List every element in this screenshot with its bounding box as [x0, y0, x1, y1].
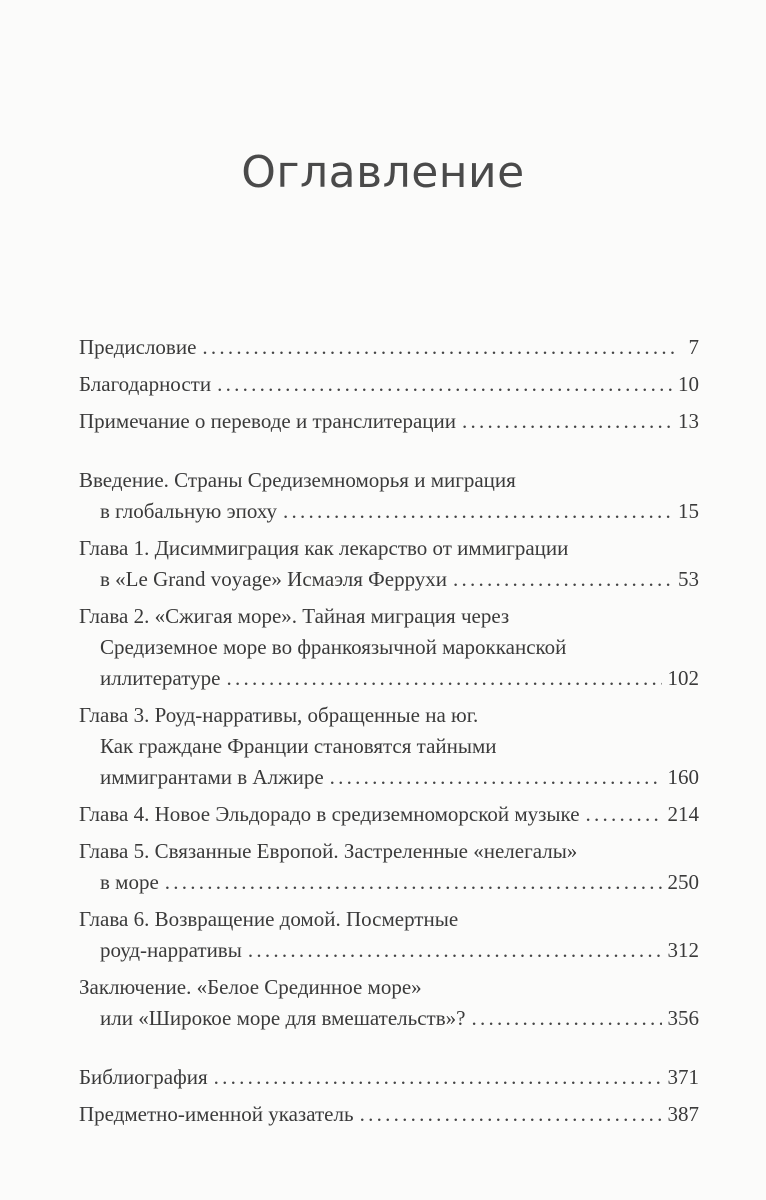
- toc-entry-title: Глава 1. Дисиммиграция как лекарство от иммиграции: [79, 536, 569, 560]
- toc-entry-title: Предисловие: [79, 335, 197, 359]
- dot-leader: [165, 867, 662, 898]
- toc-entry-title: Средиземное море во франкоязычной марокканской: [100, 635, 567, 659]
- toc-entry-title: Библиография: [79, 1065, 208, 1089]
- dot-leader: [462, 406, 672, 437]
- dot-leader: [214, 1062, 662, 1093]
- toc-entry-title: Благодарности: [79, 372, 212, 396]
- page-title: Оглавление: [241, 147, 525, 199]
- toc-entry-line: [79, 1062, 699, 1093]
- toc-entry-title: Как граждане Франции становятся тайными: [100, 734, 497, 758]
- dot-leader: [330, 762, 662, 793]
- page-number: 214: [667, 802, 699, 826]
- page-number: 13: [678, 409, 699, 433]
- toc-entry-line: [79, 533, 699, 564]
- toc-entry-title: Примечание о переводе и транслитерации: [79, 409, 457, 433]
- toc-entry-title: Введение. Страны Средиземноморья и миграция: [79, 468, 516, 492]
- page-number: 356: [667, 1006, 699, 1030]
- page-number: 53: [678, 567, 699, 591]
- toc-entry-title: Глава 5. Связанные Европой. Застреленные «нелегалы»: [79, 839, 578, 863]
- toc-entry-title: Глава 4. Новое Эльдорадо в средиземноморской музыке: [79, 802, 580, 826]
- toc-entry[interactable]: [79, 1099, 699, 1130]
- toc-entry[interactable]: [79, 406, 699, 437]
- toc-entry-line: [79, 1099, 699, 1130]
- dot-leader: [248, 935, 662, 966]
- dot-leader: [202, 332, 679, 363]
- toc-entry[interactable]: [79, 369, 699, 400]
- toc-entry-line: [79, 564, 699, 595]
- toc-entry-title: в море: [100, 870, 159, 894]
- toc-entry-line: [79, 632, 699, 663]
- toc-entry-line: [79, 700, 699, 731]
- page-number: 102: [667, 666, 699, 690]
- toc-entry-line: [79, 972, 699, 1003]
- toc-entry[interactable]: [79, 836, 699, 898]
- page-number: 160: [667, 765, 699, 789]
- toc-entry-title: Заключение. «Белое Срединное море»: [79, 975, 422, 999]
- toc-entry[interactable]: [79, 700, 699, 793]
- dot-leader: [360, 1099, 662, 1130]
- toc-entry-line: [79, 867, 699, 898]
- table-of-contents: [79, 332, 699, 1158]
- toc-entry-line: [79, 663, 699, 694]
- toc-entry-title: иммигрантами в Алжире: [100, 765, 324, 789]
- page-number: 15: [678, 499, 699, 523]
- toc-entry-line: [79, 496, 699, 527]
- toc-entry-title: Предметно-именной указатель: [79, 1102, 354, 1126]
- toc-entry-title: в «Le Grand voyage» Исмаэля Феррухи: [100, 567, 448, 591]
- toc-entry[interactable]: [79, 465, 699, 527]
- toc-entry-line: [79, 369, 699, 400]
- toc-section: [79, 465, 699, 1034]
- dot-leader: [453, 564, 672, 595]
- toc-entry-title: роуд-нарративы: [100, 938, 242, 962]
- page-number: 7: [688, 335, 699, 359]
- toc-entry-line: [79, 465, 699, 496]
- toc-entry-line: [79, 935, 699, 966]
- toc-entry-title: Глава 3. Роуд-нарративы, обращенные на юг.: [79, 703, 479, 727]
- page-number: 10: [678, 372, 699, 396]
- toc-entry-line: [79, 904, 699, 935]
- toc-entry-line: [79, 1003, 699, 1034]
- page-number: 312: [667, 938, 699, 962]
- toc-section: [79, 1062, 699, 1130]
- toc-entry-line: [79, 836, 699, 867]
- toc-entry-line: [79, 332, 699, 363]
- page-number: 250: [667, 870, 699, 894]
- dot-leader: [283, 496, 672, 527]
- toc-entry-title: Глава 6. Возвращение домой. Посмертные: [79, 907, 459, 931]
- dot-leader: [471, 1003, 661, 1034]
- toc-entry[interactable]: [79, 601, 699, 694]
- toc-entry-line: [79, 731, 699, 762]
- toc-entry[interactable]: [79, 1062, 699, 1093]
- toc-entry[interactable]: [79, 332, 699, 363]
- toc-entry-title: в глобальную эпоху: [100, 499, 278, 523]
- toc-entry[interactable]: [79, 799, 699, 830]
- page-number: 371: [667, 1065, 699, 1089]
- toc-entry[interactable]: [79, 972, 699, 1034]
- toc-entry-line: [79, 762, 699, 793]
- toc-entry-line: [79, 799, 699, 830]
- dot-leader: [226, 663, 661, 694]
- toc-entry-title: или «Широкое море для вмешательств»?: [100, 1006, 466, 1030]
- dot-leader: [217, 369, 672, 400]
- toc-entry-line: [79, 406, 699, 437]
- page-number: 387: [667, 1102, 699, 1126]
- toc-entry[interactable]: [79, 533, 699, 595]
- toc-entry-title: Глава 2. «Сжигая море». Тайная миграция через: [79, 604, 510, 628]
- dot-leader: [586, 799, 662, 830]
- toc-entry-title: иллитературе: [100, 666, 221, 690]
- toc-entry[interactable]: [79, 904, 699, 966]
- toc-entry-line: [79, 601, 699, 632]
- toc-section: [79, 332, 699, 437]
